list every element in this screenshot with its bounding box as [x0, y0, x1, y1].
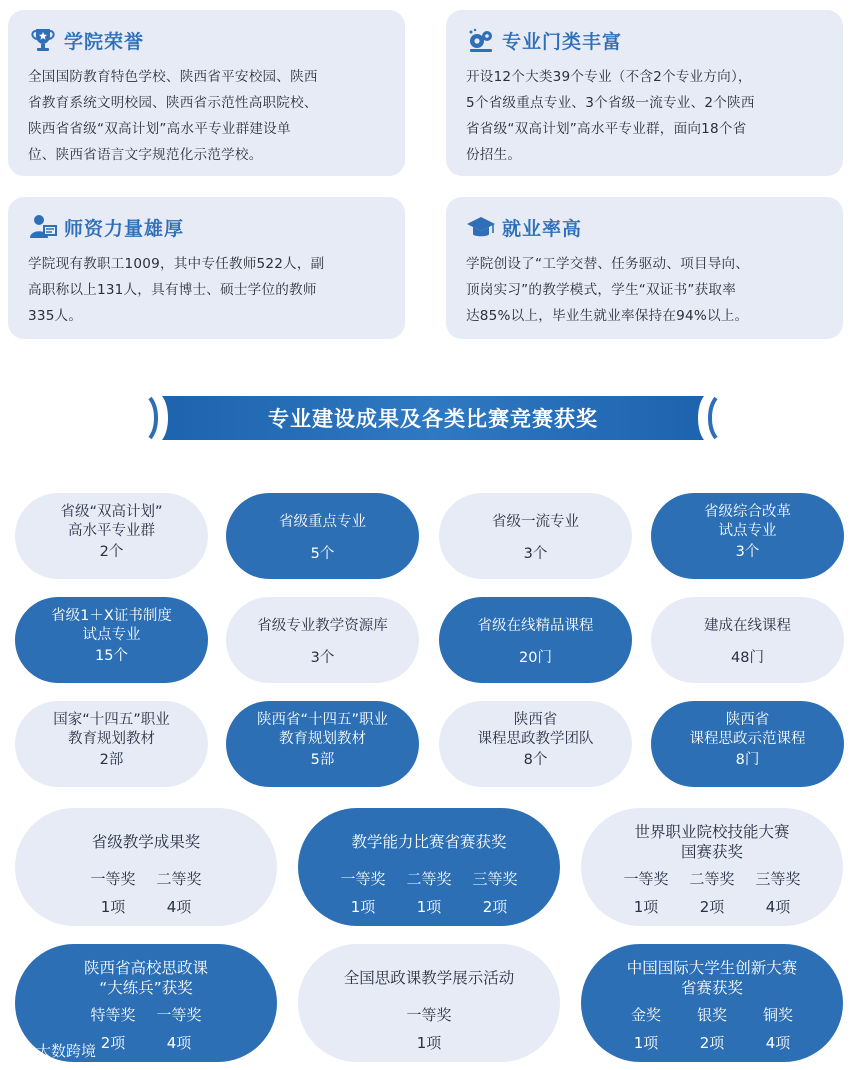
- award-level-label: 二等奖: [156, 870, 202, 888]
- award-level-label: 二等奖: [689, 870, 735, 888]
- award-pill: [298, 808, 560, 926]
- award-level-row: [298, 868, 560, 889]
- card-title: 专业门类丰富: [502, 30, 623, 53]
- pill-title-line: 试点专业: [718, 523, 777, 539]
- pill-value: 3个: [735, 544, 760, 560]
- pill-title-line: 国家“十四五”职业: [53, 712, 170, 728]
- award-count: 2项: [100, 1034, 126, 1052]
- achievement-pill: [15, 597, 208, 683]
- graduation-cap-icon: [466, 212, 496, 242]
- pill-value: 3个: [310, 650, 335, 666]
- award-level-row: [15, 868, 277, 889]
- award-level-row: [581, 868, 843, 889]
- award-count: 1项: [416, 1034, 442, 1052]
- award-count: 2项: [482, 898, 508, 916]
- award-count-row: [581, 896, 843, 917]
- pill-value: 3个: [523, 546, 548, 562]
- watermark-text: 大数跨境: [36, 1042, 97, 1060]
- card-line: 省教育系统文明校园、陕西省示范性高职院校、: [28, 95, 318, 111]
- award-title-line: “大练兵”获奖: [99, 979, 193, 997]
- teacher-icon: [28, 212, 58, 242]
- award-count: 4项: [166, 1034, 192, 1052]
- gears-icon: [466, 25, 496, 55]
- award-count-row: [298, 1032, 560, 1053]
- award-count-row: [581, 1032, 843, 1053]
- pill-title-line: 建成在线课程: [704, 618, 791, 634]
- pill-title-line: 课程思政教学团队: [477, 731, 594, 747]
- card-line: 335人。: [28, 308, 83, 324]
- card-line: 全国国防教育特色学校、陕西省平安校园、陕西: [28, 69, 318, 85]
- award-pill: [581, 944, 843, 1062]
- pill-title-line: 试点专业: [82, 627, 141, 643]
- award-title-line: 省级教学成果奖: [91, 833, 201, 851]
- pill-title-line: 省级在线精品课程: [477, 618, 594, 634]
- card-line: 学院创设了“工学交替、任务驱动、项目导向、: [466, 256, 750, 272]
- award-pill: [15, 808, 277, 926]
- award-level-label: 银奖: [696, 1006, 727, 1024]
- watermark-logo-icon: [6, 1041, 36, 1061]
- award-level-label: 金奖: [630, 1006, 661, 1024]
- card-title: 就业率高: [502, 217, 583, 240]
- achievement-pill: [226, 701, 419, 787]
- pill-title-line: 省级1＋X证书制度: [51, 608, 172, 624]
- pill-value: 2个: [99, 544, 124, 560]
- card-line: 达85%以上，毕业生就业率保持在94%以上。: [466, 308, 749, 324]
- achievement-pill: [651, 493, 844, 579]
- card-college-honors: [8, 10, 405, 176]
- card-body: [28, 64, 387, 168]
- award-title-line: 世界职业院校技能大赛: [634, 823, 790, 841]
- award-level-label: 一等奖: [340, 870, 386, 888]
- award-title-line: 教学能力比赛省赛获奖: [351, 833, 507, 851]
- pill-title-line: 省级专业教学资源库: [257, 618, 388, 634]
- card-title: 师资力量雄厚: [64, 217, 185, 240]
- award-level-label: 一等奖: [406, 1006, 452, 1024]
- award-title-line: 国赛获奖: [680, 843, 743, 861]
- card-line: 高职称以上131人，具有博士、硕士学位的教师: [28, 282, 317, 298]
- pill-title-line: 陕西省: [725, 712, 770, 728]
- award-count: 1项: [416, 898, 442, 916]
- pill-value: 15个: [95, 648, 128, 664]
- pill-title-line: 教育规划教材: [68, 731, 155, 747]
- pill-value: 5个: [310, 546, 335, 562]
- pill-value: 5部: [310, 752, 335, 768]
- pill-title-line: 课程思政示范课程: [689, 731, 806, 747]
- award-pill: [298, 944, 560, 1062]
- award-count: 1项: [100, 898, 126, 916]
- achievement-pill: [439, 597, 632, 683]
- section-banner: [148, 392, 718, 444]
- award-title-line: 陕西省高校思政课: [83, 959, 208, 977]
- pill-title-line: 省级一流专业: [492, 514, 579, 530]
- award-level-label: 三等奖: [755, 870, 801, 888]
- pill-value: 2部: [99, 752, 124, 768]
- watermark: [6, 1040, 96, 1061]
- award-count: 4项: [765, 1034, 791, 1052]
- award-title-line: 中国国际大学生创新大赛: [626, 959, 798, 977]
- achievement-pill: [651, 597, 844, 683]
- award-level-label: 二等奖: [406, 870, 452, 888]
- award-level-label: 一等奖: [90, 870, 136, 888]
- pill-title-line: 教育规划教材: [279, 731, 366, 747]
- award-title-line: 省赛获奖: [680, 979, 743, 997]
- award-count-row: [298, 896, 560, 917]
- award-level-label: 一等奖: [623, 870, 669, 888]
- card-line: 5个省级重点专业、3个省级一流专业、2个陕西: [466, 95, 755, 111]
- award-count: 4项: [166, 898, 192, 916]
- award-level-label: 一等奖: [156, 1006, 202, 1024]
- pill-title-line: 省级“双高计划”: [60, 504, 163, 520]
- achievement-pill: [226, 493, 419, 579]
- banner-title: 专业建设成果及各类比赛竞赛获奖: [268, 407, 598, 431]
- award-pill: [581, 808, 843, 926]
- award-title-line: 全国思政课教学展示活动: [343, 969, 515, 987]
- card-line: 陕西省省级“双高计划”高水平专业群建设单: [28, 121, 291, 137]
- pill-title-line: 省级综合改革: [704, 504, 791, 520]
- trophy-icon: [28, 25, 58, 55]
- achievement-pill: [651, 701, 844, 787]
- award-level-label: 三等奖: [472, 870, 518, 888]
- award-level-row: [581, 1004, 843, 1025]
- award-level-label: 铜奖: [762, 1006, 793, 1024]
- award-level-row: [298, 1004, 560, 1025]
- pill-title-line: 省级重点专业: [279, 514, 366, 530]
- card-line: 位、陕西省语言文字规范化示范学校。: [28, 147, 263, 163]
- card-line: 学院现有教职工1009，其中专任教师522人，副: [28, 256, 325, 272]
- card-line: 份招生。: [466, 147, 522, 163]
- award-count: 2项: [699, 898, 725, 916]
- pill-title-line: 陕西省“十四五”职业: [256, 712, 389, 728]
- pill-title-line: 高水平专业群: [68, 523, 155, 539]
- card-title: 学院荣誉: [64, 30, 145, 53]
- award-count: 1项: [350, 898, 376, 916]
- award-count: 2项: [699, 1034, 725, 1052]
- pill-value: 8个: [523, 752, 548, 768]
- award-count: 4项: [765, 898, 791, 916]
- card-line: 省省级“双高计划”高水平专业群，面向18个省: [466, 121, 747, 137]
- award-count: 1项: [633, 1034, 659, 1052]
- card-body: [466, 64, 825, 168]
- award-level-row: [15, 1004, 277, 1025]
- card-faculty-strength: [8, 197, 405, 339]
- pill-title-line: 陕西省: [513, 712, 558, 728]
- card-body: [466, 251, 825, 329]
- award-count: 1项: [633, 898, 659, 916]
- card-body: [28, 251, 387, 329]
- card-line: 顶岗实习”的教学模式，学生“双证书”获取率: [466, 282, 737, 298]
- award-count-row: [15, 896, 277, 917]
- card-employment-rate: [446, 197, 843, 339]
- achievement-pill: [15, 493, 208, 579]
- award-level-label: 特等奖: [90, 1006, 136, 1024]
- pill-value: 8门: [735, 752, 760, 768]
- achievement-pill: [15, 701, 208, 787]
- achievement-pill: [226, 597, 419, 683]
- card-line: 开设12个大类39个专业（不含2个专业方向），: [466, 69, 752, 85]
- achievement-pill: [439, 493, 632, 579]
- pill-value: 48门: [731, 650, 764, 666]
- card-rich-majors: [446, 10, 843, 176]
- pill-value: 20门: [519, 650, 552, 666]
- achievement-pill: [439, 701, 632, 787]
